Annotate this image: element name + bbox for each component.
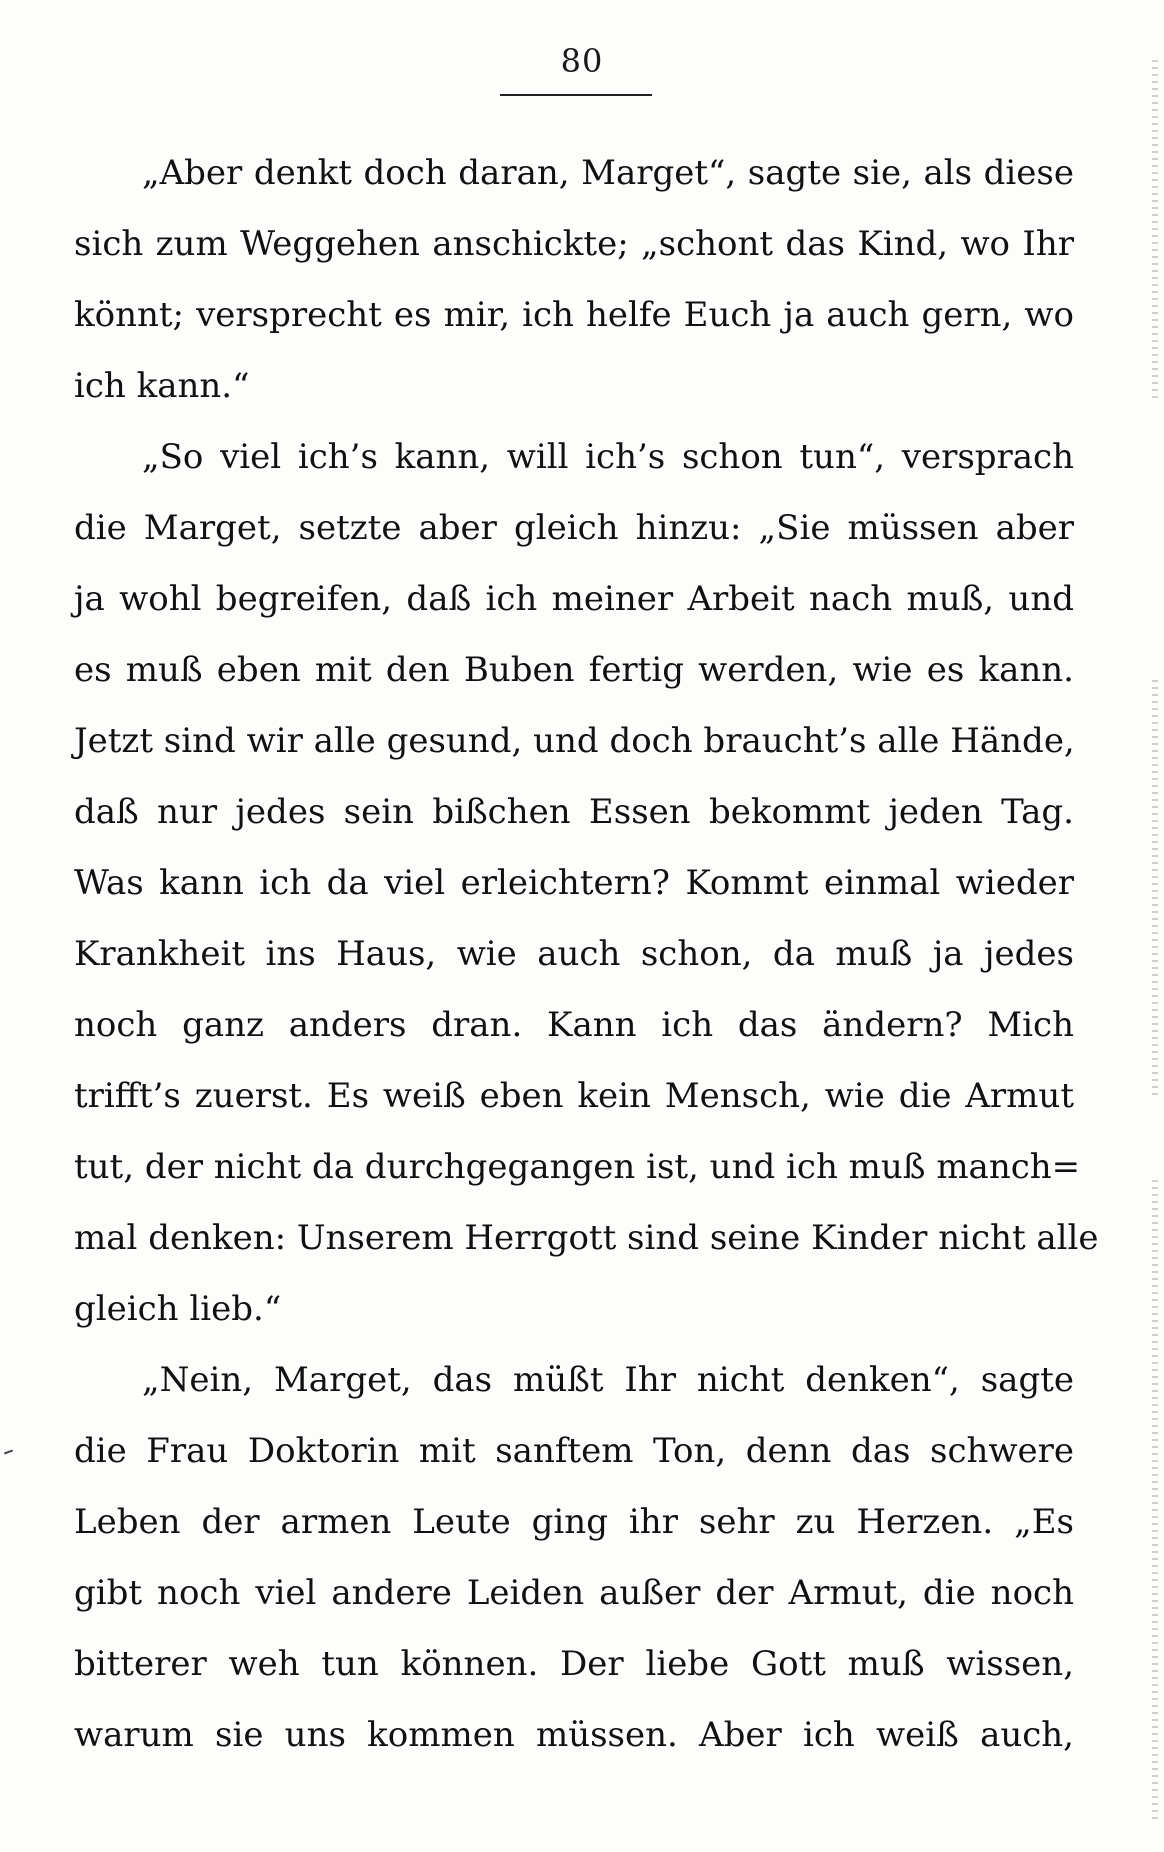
text-line: tut, der nicht da durchgegangen ist, und ich muß manch= xyxy=(74,1147,1081,1187)
body-text xyxy=(74,138,1099,1771)
header-rule xyxy=(500,94,652,96)
text-line: „Nein, Marget, das müßt Ihr nicht denken“, sagte xyxy=(142,1360,1074,1400)
text-line: es muß eben mit den Buben fertig werden, wie es kann. xyxy=(74,650,1074,690)
text-line: „Aber denkt doch daran, Marget“, sagte sie, als diese xyxy=(142,153,1074,193)
text-line: Jetzt sind wir alle gesund, und doch braucht’s alle Hände, xyxy=(74,721,1075,761)
scan-edge-noise xyxy=(1152,60,1158,400)
text-line: mal denken: Unserem Herrgott sind seine Kinder nicht alle xyxy=(74,1218,1099,1258)
text-line: Krankheit ins Haus, wie auch schon, da muß ja jedes xyxy=(74,934,1074,974)
text-line: bitterer weh tun können. Der liebe Gott muß wissen, xyxy=(74,1644,1074,1684)
text-line: noch ganz anders dran. Kann ich das ändern? Mich xyxy=(74,1005,1074,1045)
text-line: warum sie uns kommen müssen. Aber ich weiß auch, xyxy=(74,1715,1074,1755)
text-line: die Marget, setzte aber gleich hinzu: „Sie müssen aber xyxy=(74,508,1074,548)
text-line: daß nur jedes sein bißchen Essen bekommt jeden Tag. xyxy=(74,792,1074,832)
text-line: Leben der armen Leute ging ihr sehr zu Herzen. „Es xyxy=(74,1502,1074,1542)
text-line: „So viel ich’s kann, will ich’s schon tun“, versprach xyxy=(142,437,1074,477)
text-line: sich zum Weggehen anschickte; „schont das Kind, wo Ihr xyxy=(74,224,1074,264)
text-line: gleich lieb.“ xyxy=(74,1289,282,1329)
text-line: könnt; versprecht es mir, ich helfe Euch ja auch gern, wo xyxy=(74,295,1074,335)
text-line: trifft’s zuerst. Es weiß eben kein Mensch, wie die Armut xyxy=(74,1076,1074,1116)
scan-edge-noise xyxy=(1152,680,1158,1100)
text-line: ich kann.“ xyxy=(74,366,250,406)
page-number: 80 xyxy=(560,42,604,80)
text-line: die Frau Doktorin mit sanftem Ton, denn das schwere xyxy=(74,1431,1074,1471)
text-line: gibt noch viel andere Leiden außer der Armut, die noch xyxy=(74,1573,1074,1613)
text-line: ja wohl begreifen, daß ich meiner Arbeit nach muß, und xyxy=(74,579,1074,619)
scan-edge-noise xyxy=(1152,1180,1158,1820)
margin-mark xyxy=(4,1450,13,1455)
text-line: Was kann ich da viel erleichtern? Kommt einmal wieder xyxy=(74,863,1074,903)
